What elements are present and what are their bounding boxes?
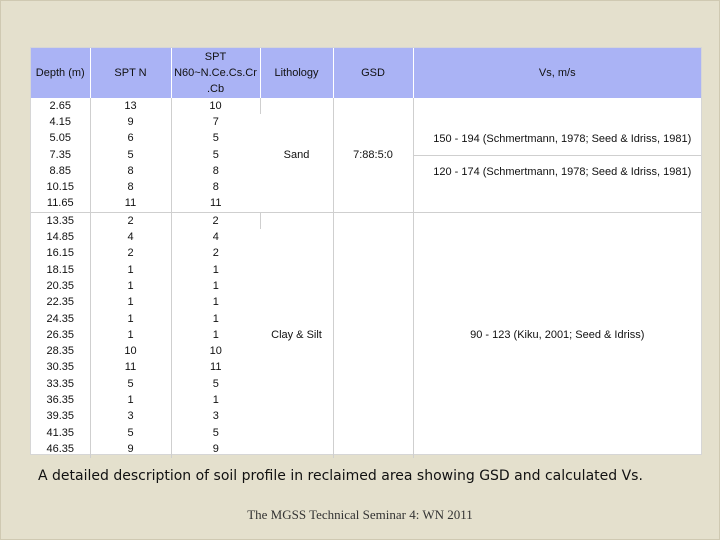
cell-spt-n: 5 <box>90 376 171 392</box>
cell-n60: 11 <box>171 196 260 213</box>
cell-spt-n: 9 <box>90 114 171 130</box>
cell-depth: 26.35 <box>31 327 90 343</box>
cell-n60: 1 <box>212 312 219 325</box>
cell-n60: 2 <box>212 247 219 260</box>
cell-spt-n: 8 <box>90 163 171 179</box>
cell-depth: 28.35 <box>31 343 90 359</box>
cell-spt-n: 2 <box>90 213 171 230</box>
table-row <box>31 213 701 230</box>
vs-sand-lower: 120 - 174 (Schmertmann, 1978; Seed & Idriss, 1981) <box>433 165 692 178</box>
header-vs: Vs, m/s <box>413 48 701 98</box>
slide-footer: The MGSS Technical Seminar 4: WN 2011 <box>247 507 473 522</box>
cell-n60: 10 <box>171 98 260 114</box>
cell-spt-n: 9 <box>90 441 171 457</box>
cell-spt-n: 1 <box>90 327 171 343</box>
cell-spt-n: 13 <box>90 98 171 114</box>
vs-divider <box>414 155 702 156</box>
table-row <box>31 98 701 114</box>
header-lithology: Lithology <box>260 48 333 98</box>
cell-spt-n: 4 <box>90 229 171 245</box>
cell-depth: 22.35 <box>31 295 90 311</box>
cell-depth: 5.05 <box>31 131 90 147</box>
cell-n60: 4 <box>212 231 219 244</box>
cell-depth: 10.15 <box>31 179 90 195</box>
soil-profile-table-container <box>30 47 702 455</box>
cell-depth: 33.35 <box>31 376 90 392</box>
cell-n60: 1 <box>212 296 219 309</box>
cell-spt-n: 6 <box>90 131 171 147</box>
cell-depth: 13.35 <box>31 213 90 230</box>
cell-spt-n: 1 <box>90 295 171 311</box>
vs-sand-upper: 150 - 194 (Schmertmann, 1978; Seed & Idriss, 1981) <box>433 132 692 145</box>
header-spt-n60-line2: N60~N.Ce.Cs.Cr <box>174 67 257 79</box>
cell-depth: 24.35 <box>31 311 90 327</box>
cell-n60: 11 <box>210 361 222 374</box>
cell-spt-n: 8 <box>90 179 171 195</box>
cell-lithology-clay: Clay & Silt <box>260 213 333 458</box>
cell-vs-clay: 90 - 123 (Kiku, 2001; Seed & Idriss) <box>470 328 645 341</box>
cell-depth: 7.35 <box>31 147 90 163</box>
cell-n60: 8 <box>212 164 219 177</box>
cell-n60: 5 <box>212 426 219 439</box>
cell-gsd-clay <box>333 213 413 458</box>
table-header-row <box>31 48 701 98</box>
cell-spt-n: 1 <box>90 311 171 327</box>
cell-n60: 1 <box>212 263 219 276</box>
cell-depth: 14.85 <box>31 229 90 245</box>
soil-profile-table <box>31 48 701 458</box>
cell-depth: 39.35 <box>31 409 90 425</box>
figure-caption: A detailed description of soil profile in reclaimed area showing GSD and calculated Vs. <box>38 468 643 484</box>
cell-n60: 1 <box>212 393 219 406</box>
cell-n60: 5 <box>212 377 219 390</box>
cell-depth: 46.35 <box>31 441 90 457</box>
cell-depth: 30.35 <box>31 360 90 376</box>
cell-depth: 4.15 <box>31 114 90 130</box>
cell-depth: 11.65 <box>31 196 90 213</box>
cell-n60: 8 <box>212 181 219 194</box>
cell-n60: 10 <box>209 345 222 358</box>
cell-spt-n: 2 <box>90 246 171 262</box>
cell-depth: 20.35 <box>31 278 90 294</box>
cell-spt-n: 1 <box>90 278 171 294</box>
cell-spt-n: 3 <box>90 409 171 425</box>
cell-n60: 2 <box>171 213 260 230</box>
cell-spt-n: 5 <box>90 147 171 163</box>
cell-depth: 8.85 <box>31 163 90 179</box>
cell-spt-n: 5 <box>90 425 171 441</box>
cell-gsd-sand: 7:88:5:0 <box>333 98 413 213</box>
header-spt-n60 <box>171 48 260 98</box>
cell-spt-n: 10 <box>90 343 171 359</box>
cell-n60: 1 <box>212 279 219 292</box>
cell-vs-sand <box>413 98 701 213</box>
cell-spt-n: 11 <box>90 360 171 376</box>
cell-n60: 7 <box>212 115 219 128</box>
header-spt-n60-line3: .Cb <box>206 83 225 95</box>
cell-spt-n: 11 <box>90 196 171 213</box>
cell-n60: 3 <box>212 410 219 423</box>
header-spt-n60-line1: SPT <box>204 51 227 63</box>
cell-depth: 2.65 <box>31 98 90 114</box>
header-gsd: GSD <box>333 48 413 98</box>
cell-depth: 18.15 <box>31 262 90 278</box>
header-depth: Depth (m) <box>31 48 90 98</box>
cell-n60: 9 <box>212 442 219 455</box>
header-spt-n: SPT N <box>90 48 171 98</box>
cell-lithology-sand: Sand <box>260 98 333 213</box>
cell-depth: 41.35 <box>31 425 90 441</box>
cell-n60: 5 <box>212 148 219 161</box>
cell-spt-n: 1 <box>90 392 171 408</box>
cell-n60: 1 <box>212 328 219 341</box>
cell-n60: 5 <box>212 132 219 145</box>
cell-depth: 36.35 <box>31 392 90 408</box>
cell-spt-n: 1 <box>90 262 171 278</box>
cell-depth: 16.15 <box>31 246 90 262</box>
